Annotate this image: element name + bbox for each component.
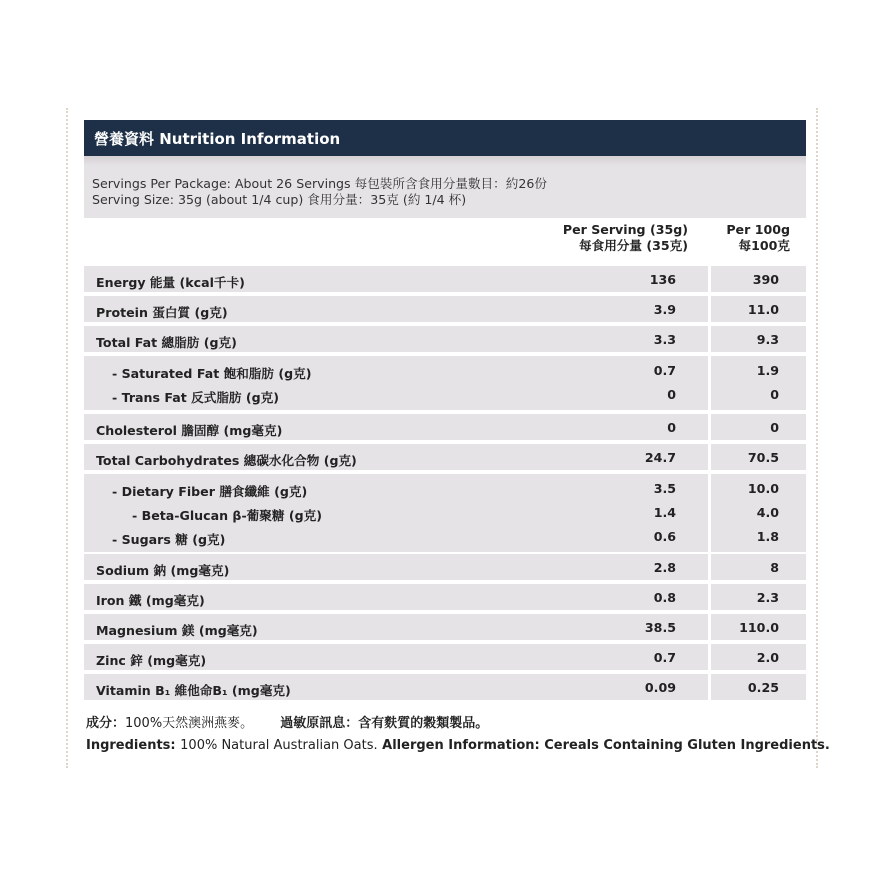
en-ingredients-text: 100% Natural Australian Oats. — [180, 738, 378, 753]
col-per-serving-en: Per Serving (35g) — [562, 222, 688, 237]
col-per-100g — [726, 222, 790, 254]
table-row — [84, 474, 806, 552]
per-100g-value: 0 — [770, 387, 779, 402]
header-shadow — [84, 156, 806, 166]
per-serving-value: 3.5 — [653, 481, 676, 496]
per-serving-value: 0.09 — [644, 680, 676, 695]
per-serving-value: 3.9 — [653, 302, 676, 317]
per-100g-value: 4.0 — [756, 505, 779, 520]
nutrient-label: Vitamin B₁ 維他命B₁ (mg毫克) — [96, 683, 291, 698]
per-serving-value: 0.7 — [653, 363, 676, 378]
col-per-serving — [563, 222, 688, 254]
table-row — [84, 444, 806, 470]
column-divider — [708, 584, 711, 610]
serving-info — [84, 166, 806, 218]
per-100g-value: 1.8 — [756, 529, 779, 544]
nutrient-label: Zinc 鋅 (mg毫克) — [96, 653, 207, 668]
table-row — [84, 644, 806, 670]
col-per-100g-en: Per 100g — [726, 222, 790, 237]
per-100g-value: 2.3 — [756, 590, 779, 605]
column-divider — [708, 266, 711, 292]
nutrient-label: Sodium 鈉 (mg毫克) — [96, 563, 230, 578]
table-row — [84, 584, 806, 610]
nutrient-label: - Trans Fat 反式脂肪 (g克) — [112, 390, 280, 405]
nutrient-label: Iron 鐵 (mg毫克) — [96, 593, 205, 608]
nutrition-panel — [66, 108, 830, 768]
table-row — [84, 554, 806, 580]
nutrient-label: - Sugars 糖 (g克) — [112, 532, 226, 547]
per-100g-value: 0 — [770, 420, 779, 435]
per-serving-value: 0 — [667, 420, 676, 435]
nutrient-label: Protein 蛋白質 (g克) — [96, 305, 228, 320]
en-allergen-text: Allergen Information: Cereals Containing Gluten Ingredients. — [382, 738, 830, 753]
per-serving-value: 136 — [649, 272, 676, 287]
column-divider — [708, 554, 711, 580]
per-100g-value: 70.5 — [747, 450, 779, 465]
column-divider — [708, 614, 711, 640]
column-divider — [708, 326, 711, 352]
per-100g-value: 10.0 — [747, 481, 779, 496]
nutrient-label: Total Carbohydrates 總碳水化合物 (g克) — [96, 453, 357, 468]
nutrient-label: - Saturated Fat 飽和脂肪 (g克) — [112, 366, 312, 381]
zh-ingredients-text: 100%天然澳洲燕麥。 — [125, 716, 254, 731]
servings-per-package: Servings Per Package: About 26 Servings 每包裝所含食用分量數目：約26份 — [92, 176, 547, 191]
zh-allergen-text: 過敏原訊息：含有麩質的穀類製品。 — [280, 716, 489, 731]
nutrient-label: Energy 能量 (kcal千卡) — [96, 275, 245, 290]
per-serving-value: 0 — [667, 387, 676, 402]
nutrient-label: Cholesterol 膽固醇 (mg毫克) — [96, 423, 283, 438]
table-row — [84, 266, 806, 292]
nutrient-label: Magnesium 鎂 (mg毫克) — [96, 623, 258, 638]
per-serving-value: 2.8 — [653, 560, 676, 575]
chinese-ingredients-note — [86, 712, 488, 731]
nutrient-label: - Beta-Glucan β-葡聚糖 (g克) — [132, 508, 322, 523]
nutrient-label: Total Fat 總脂肪 (g克) — [96, 335, 237, 350]
column-divider — [708, 414, 711, 440]
table-row — [84, 414, 806, 440]
per-100g-value: 2.0 — [756, 650, 779, 665]
per-serving-value: 38.5 — [644, 620, 676, 635]
nutrient-label: - Dietary Fiber 膳食纖維 (g克) — [112, 484, 308, 499]
column-divider — [708, 356, 711, 410]
per-serving-value: 3.3 — [653, 332, 676, 347]
column-divider — [708, 674, 711, 700]
en-ingredients-label: Ingredients: — [86, 738, 176, 753]
per-serving-value: 0.6 — [653, 529, 676, 544]
column-divider — [708, 444, 711, 470]
per-serving-value: 0.7 — [653, 650, 676, 665]
table-row — [84, 356, 806, 410]
column-divider — [708, 296, 711, 322]
nutrition-header — [84, 120, 806, 156]
per-100g-value: 390 — [752, 272, 779, 287]
col-per-serving-zh: 每食用分量 (35克) — [579, 238, 688, 253]
per-100g-value: 8 — [770, 560, 779, 575]
serving-size: Serving Size: 35g (about 1/4 cup) 食用分量：35克 (約 1/4 杯) — [92, 192, 467, 207]
column-divider — [708, 474, 711, 552]
per-serving-value: 24.7 — [644, 450, 676, 465]
per-100g-value: 110.0 — [739, 620, 779, 635]
header-title: 營養資料 Nutrition Information — [94, 129, 341, 148]
per-100g-value: 1.9 — [756, 363, 779, 378]
table-row — [84, 614, 806, 640]
english-ingredients-note — [86, 738, 830, 753]
column-divider — [708, 644, 711, 670]
table-row — [84, 296, 806, 322]
col-per-100g-zh: 每100克 — [738, 238, 790, 253]
table-row — [84, 674, 806, 700]
per-serving-value: 0.8 — [653, 590, 676, 605]
per-serving-value: 1.4 — [653, 505, 676, 520]
table-row — [84, 326, 806, 352]
per-100g-value: 9.3 — [756, 332, 779, 347]
per-100g-value: 11.0 — [747, 302, 779, 317]
zh-ingredients-label: 成分： — [86, 716, 126, 731]
per-100g-value: 0.25 — [747, 680, 779, 695]
